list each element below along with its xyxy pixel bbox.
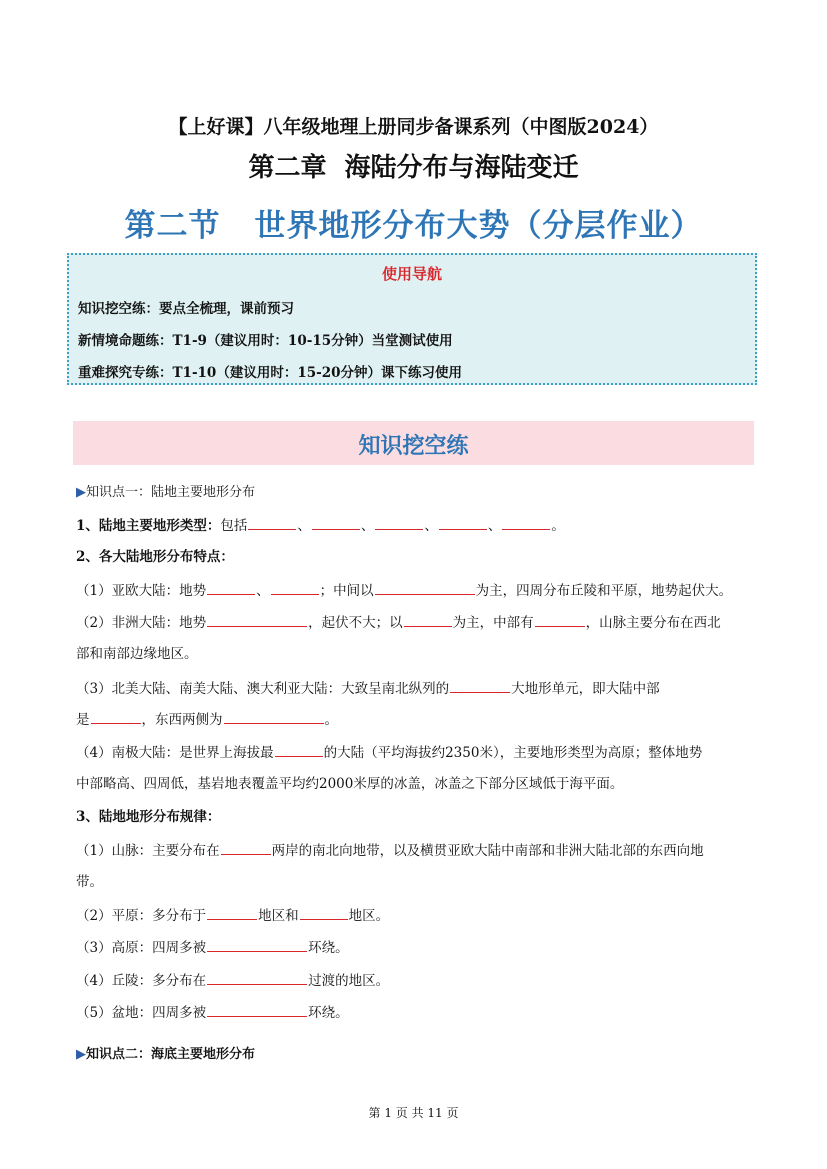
section-number: 第二节 [124,208,221,244]
text: 环绕。 [308,940,349,956]
usage-guide-box [67,253,757,385]
q1-sep: 、 [424,518,438,534]
blank[interactable] [207,905,257,920]
section-title [0,200,827,245]
blank[interactable] [91,709,141,724]
blank[interactable] [207,612,307,627]
blank[interactable] [224,709,324,724]
guide-line-class-test: 新情境命题练：T1-9（建议用时：10-15分钟）当堂测试使用 [78,333,453,349]
q1-text: 包括 [220,518,248,534]
text: （4）南极大陆：是世界上海拔最 [76,745,274,761]
knowledge-point-2 [76,1045,756,1065]
q1-end: 。 [551,518,565,534]
section-banner [73,421,754,465]
blank[interactable] [502,515,550,530]
blank[interactable] [300,905,348,920]
q2-africa [76,612,756,633]
q3-plain [76,905,756,926]
text: 过渡的地区。 [308,973,390,989]
text: ，东西两侧为 [141,712,223,728]
q2-asia [76,580,756,601]
question-2-label: 2、各大陆地形分布特点： [76,549,234,565]
q3-mountain-cont: 带。 [76,874,103,890]
q2-americas-cont [76,709,756,730]
text: 环绕。 [308,1005,349,1021]
blank[interactable] [275,742,323,757]
question-3-label: 3、陆地地形分布规律： [76,809,221,825]
q2-americas [76,678,756,699]
blank[interactable] [221,840,271,855]
text: 的大陆（平均海拔约2350米），主要地形类型为高原；整体地势 [323,745,703,761]
text: ，山脉主要分布在西北 [585,615,721,631]
question-1-label: 1、陆地主要地形类型： [76,518,221,534]
text: （1）山脉：主要分布在 [76,843,220,859]
q2-antarctica-cont: 中部略高、四周低，基岩地表覆盖平均约2000米厚的冰盖，冰盖之下部分区域低于海平面。 [76,776,624,792]
text: 。 [324,712,338,728]
guide-line-after-class: 重难探究专练：T1-10（建议用时：15-20分钟）课下练习使用 [78,365,463,381]
blank[interactable] [271,580,319,595]
guide-line-preview: 知识挖空练：要点全梳理，课前预习 [78,301,294,317]
text: （4）丘陵：多分布在 [76,973,207,989]
blank[interactable] [207,970,307,985]
q3-basin [76,1002,756,1023]
q1-sep: 、 [297,518,311,534]
text: 为主，中部有 [452,615,534,631]
knowledge-point-1 [76,483,756,503]
knowledge-point-2-label: 知识点二：海底主要地形分布 [86,1047,256,1062]
text: ，起伏不大；以 [308,615,403,631]
guide-heading: 使用导航 [381,265,442,283]
text: 地区和 [258,908,299,924]
page-footer: 第 1 页 共 11 页 [368,1106,459,1120]
chapter-title: 第二章 海陆分布与海陆变迁 [248,153,579,183]
text: 为主，四周分布丘陵和平原，地势起伏大。 [475,583,733,599]
blank[interactable] [450,678,510,693]
text: （2）非洲大陆：地势 [76,615,207,631]
text: （3）高原：四周多被 [76,940,207,956]
triangle-icon: ▶ [76,1047,86,1062]
text: （3）北美大陆、南美大陆、澳大利亚大陆：大致呈南北纵列的 [76,681,450,697]
knowledge-point-1-label: 知识点一：陆地主要地形分布 [86,485,256,500]
blank[interactable] [439,515,487,530]
q2-antarctica [76,742,756,763]
text: ；中间以 [319,583,374,599]
blank[interactable] [535,612,585,627]
q1-sep: 、 [487,518,502,534]
blank[interactable] [207,1002,307,1017]
text: （5）盆地：四周多被 [76,1005,207,1021]
text: （2）平原：多分布于 [76,908,207,924]
blank[interactable] [404,612,452,627]
question-1 [76,515,756,536]
text: （1）亚欧大陆：地势 [76,583,207,599]
text: 两岸的南北向地带，以及横贯亚欧大陆中南部和非洲大陆北部的东西向地 [271,843,704,859]
triangle-icon: ▶ [76,485,86,500]
blank[interactable] [375,515,423,530]
q2-africa-cont: 部和南部边缘地区。 [76,646,198,662]
blank[interactable] [375,580,475,595]
text: 地区。 [348,908,390,924]
text: 大地形单元，即大陆中部 [511,681,660,697]
series-title: 【上好课】八年级地理上册同步备课系列（中图版2024） [168,116,659,138]
blank[interactable] [207,937,307,952]
q3-mountain [76,840,756,861]
blank[interactable] [248,515,296,530]
text: 、 [256,583,270,599]
text: 是 [76,712,90,728]
q3-hill [76,970,756,991]
banner-title: 知识挖空练 [358,434,469,459]
blank[interactable] [207,580,255,595]
q1-sep: 、 [360,518,375,534]
q3-plateau [76,937,756,958]
section-name: 世界地形分布大势（分层作业） [254,208,703,244]
blank[interactable] [312,515,360,530]
